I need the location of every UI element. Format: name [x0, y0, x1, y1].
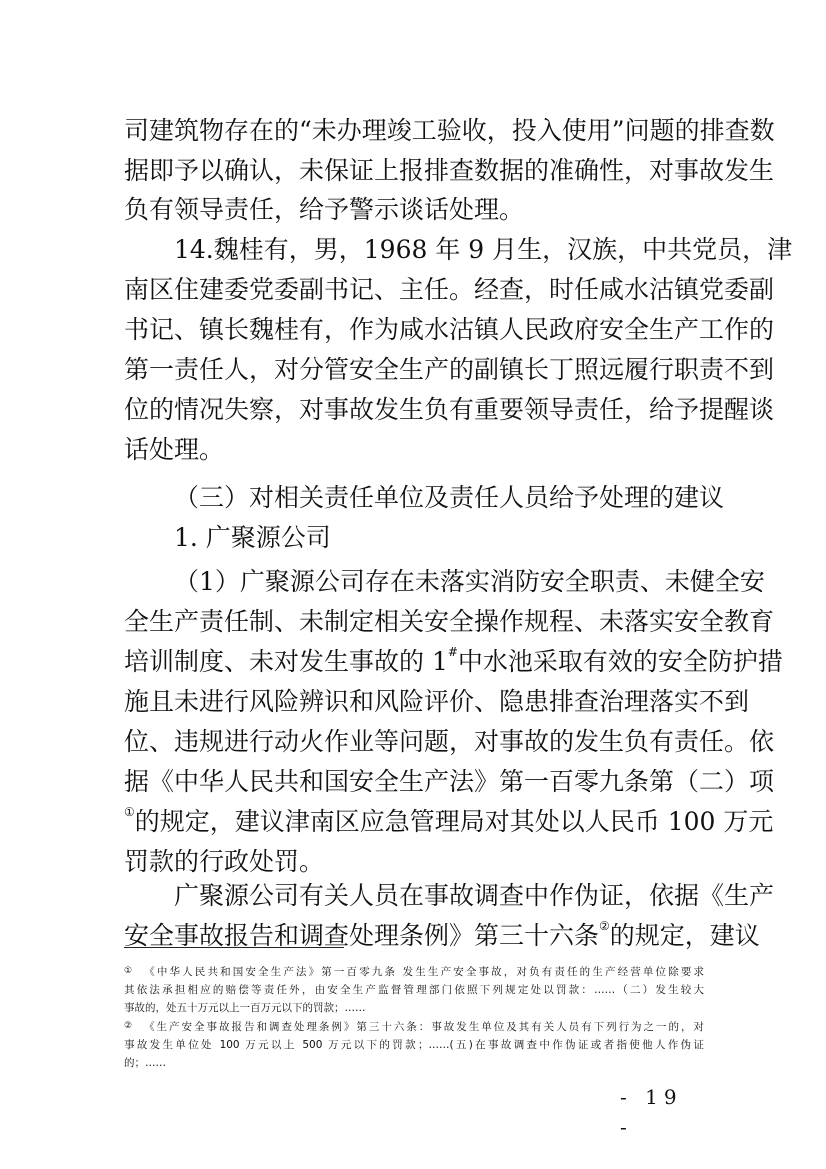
body-text: 的规定，建议津南区应急管理局对其处以人民币 100 万元: [134, 807, 774, 836]
footnote-line: 的；……: [124, 1057, 166, 1069]
body-line: 南区住建委党委副书记、主任。经查，时任咸水沽镇党委副: [124, 275, 775, 304]
footnote-line: 事故的，处五十万元以上一百万元以下的罚款；……: [124, 1002, 366, 1014]
footnote-separator: [124, 947, 344, 948]
body-line: 全生产责任制、未制定相关安全操作规程、未落实安全教育: [124, 607, 775, 636]
section-heading: （三）对相关责任单位及责任人员给予处理的建议: [174, 483, 725, 512]
body-line: 书记、镇长魏桂有，作为咸水沽镇人民政府安全生产工作的: [124, 315, 775, 344]
footnote-1: [124, 963, 704, 981]
body-line: [124, 916, 760, 956]
footnote-line: 事故发生单位处 100 万元以上 500 万元以下的罚款；……(五)在事故调查中作伪证或者指使他人作伪证: [124, 1039, 704, 1051]
footnote-text: 《生产安全事故报告和调查处理条例》第三十六条：事故发生单位及其有关人员有下列行为之一的，对: [144, 1021, 704, 1033]
subsection-heading: 1. 广聚源公司: [174, 523, 331, 552]
body-text: 的规定，建议: [609, 921, 760, 950]
footnote-mark-2: ②: [124, 1021, 135, 1031]
footnote-ref-1[interactable]: ①: [124, 805, 135, 819]
footnote-ref-2[interactable]: ②: [599, 919, 610, 933]
body-line: （1）广聚源公司存在未落实消防安全职责、未健全安: [174, 567, 765, 596]
footnote-line: 其依法承担相应的赔偿等责任外，由安全生产监督管理部门依照下列规定处以罚款：……（二）发生较大: [124, 984, 704, 996]
body-line: 广聚源公司有关人员在事故调查中作伪证，依据《生产: [174, 881, 775, 910]
body-line: 第一责任人，对分管安全生产的副镇长丁照远履行职责不到: [124, 355, 775, 384]
body-text: 中水池采取有效的安全防护措: [457, 647, 783, 676]
body-line: 位的情况失察，对事故发生负有重要领导责任，给予提醒谈: [124, 395, 775, 424]
footnote-text: 《中华人民共和国安全生产法》第一百零九条 发生生产安全事故，对负有责任的生产经营单位除要求: [144, 966, 704, 978]
body-line: 位、违规进行动火作业等问题，对事故的发生负有责任。依: [124, 727, 775, 756]
body-line: 施且未进行风险辨识和风险评价、隐患排查治理落实不到: [124, 687, 750, 716]
body-line: 罚款的行政处罚。: [124, 847, 325, 876]
footnote-2: [124, 1018, 704, 1036]
body-line: 14.魏桂有，男，1968 年 9 月生，汉族，中共党员，津: [174, 235, 793, 264]
body-text: 培训制度、未对发生事故的 1: [124, 647, 448, 676]
body-line: 负有领导责任，给予警示谈话处理。: [124, 195, 525, 224]
body-line: [124, 802, 774, 842]
body-line: 话处理。: [124, 435, 225, 464]
body-line: 据《中华人民共和国安全生产法》第一百零九条第（二）项: [124, 767, 775, 796]
body-text: 安全事故报告和调查处理条例》第三十六条: [124, 921, 600, 950]
body-line: 据即予以确认，未保证上报排查数据的准确性，对事故发生: [124, 156, 775, 185]
page-number: - 19 -: [620, 1085, 683, 1139]
body-line: 司建筑物存在的“未办理竣工验收，投入使用”问题的排查数: [124, 116, 775, 145]
body-line: [124, 642, 783, 682]
number-sign-superscript: #: [447, 645, 458, 659]
footnote-mark-1: ①: [124, 966, 135, 976]
